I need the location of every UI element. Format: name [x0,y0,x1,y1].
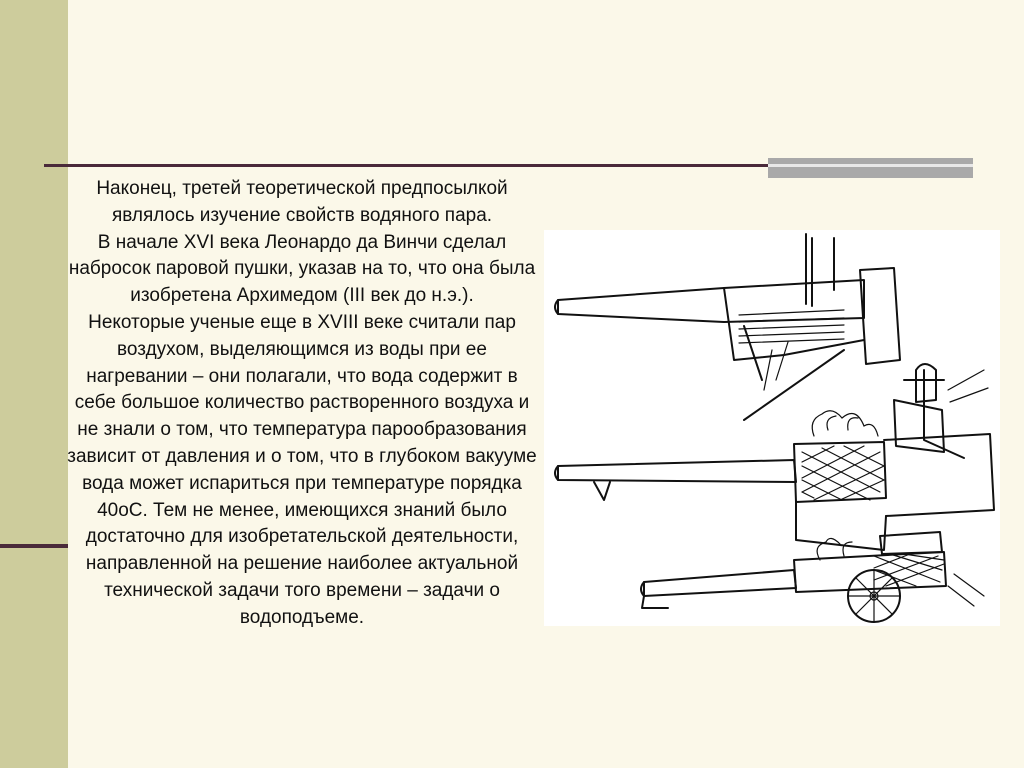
top-cannon-drawing [555,234,988,458]
right-block-stripe [768,164,973,167]
right-decorative-block [768,158,973,178]
middle-cannon-drawing [555,411,994,550]
title-divider-line [44,164,864,167]
slide-body-text [64,176,540,632]
left-band-divider [0,544,68,548]
left-decorative-band [0,0,68,768]
paragraph-steam-properties: Наконец, третей теоретической предпосылкой являлось изучение свойств водяного пара. [96,178,508,226]
paragraph-steam-as-air: Некоторые ученые еще в XVIII веке считали пар воздухом, выделяющимся из воды при ее нагревании – они полагали, что вода содержит в себе большое количество растворенного воздуха и не знали о том, что температура парообразования зависит от давления и о том, что в глубоком вакууме вода может испариться при температуре порядка 40оС. Тем не менее, имеющихся знаний было достаточно для изобретательской деятельности, направленной на решение наиболее актуальной технической задачи того времени – задачи о водоподъеме. [67,311,537,628]
steam-cannon-drawing [544,230,1000,626]
bottom-cannon-drawing [641,532,984,622]
paragraph-leonardo-cannon: В начале XVI века Леонардо да Винчи сделал набросок паровой пушки, указав на то, что она была изобретена Архимедом (III век до н.э.). [68,231,536,307]
steam-cannon-sketch [544,230,1000,626]
